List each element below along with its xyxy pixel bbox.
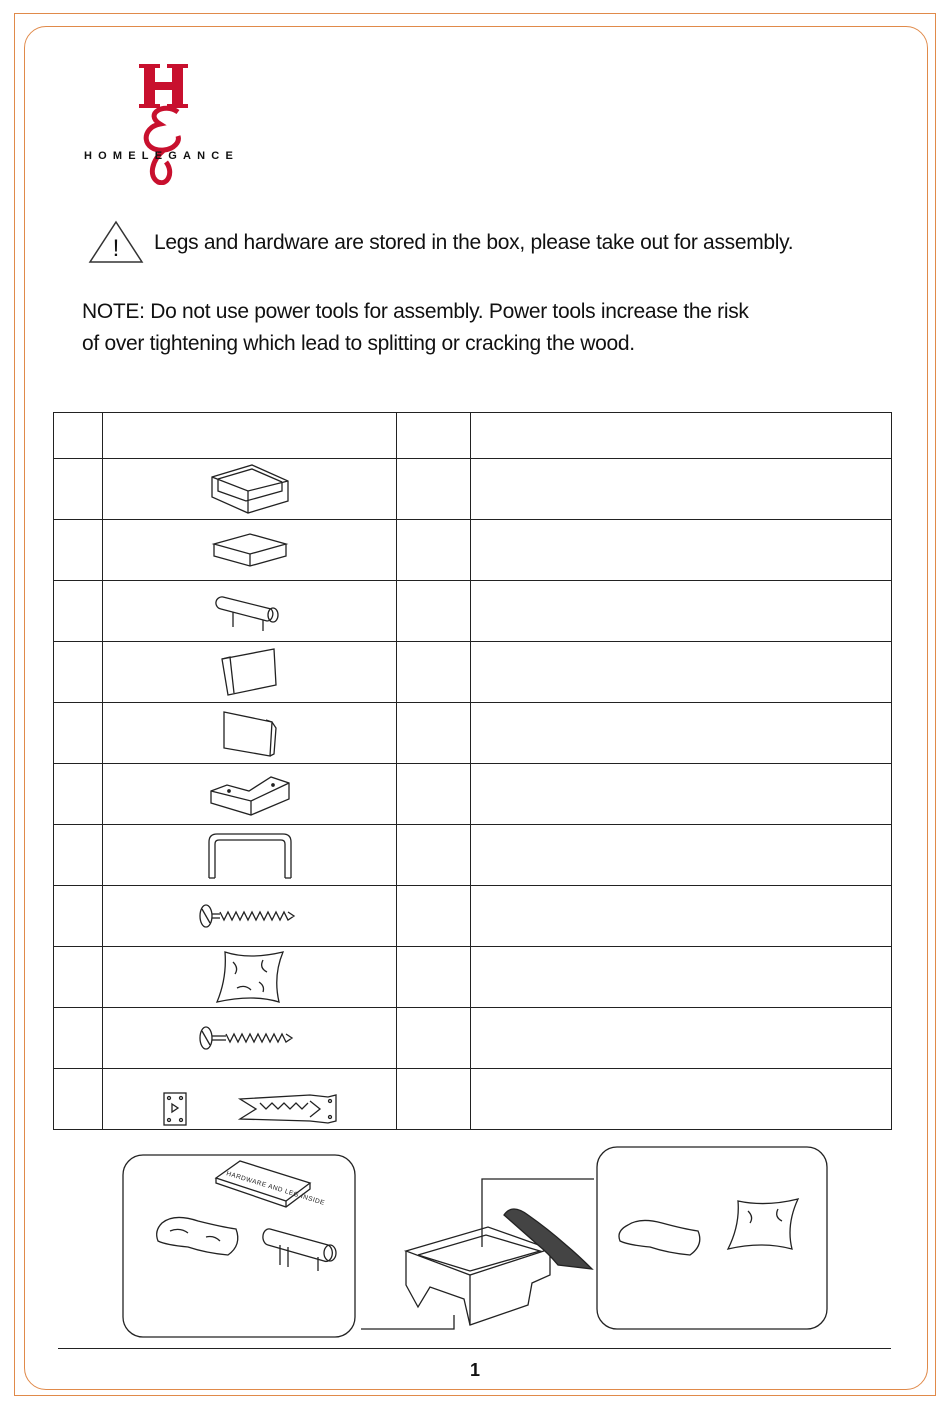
part-image-cell (103, 1069, 397, 1130)
header-cell (54, 413, 103, 459)
metal-leg-icon (205, 830, 295, 880)
corner-bracket-icon (207, 771, 293, 817)
table-row (54, 459, 892, 520)
hardware-callout-box (123, 1155, 355, 1337)
warning-text: Legs and hardware are stored in the box, please take out for assembly. (154, 231, 794, 254)
part-qty-cell (397, 459, 471, 520)
short-screw-icon (198, 1023, 302, 1053)
part-image-cell (103, 886, 397, 947)
connector-bracket-icon (160, 1091, 340, 1127)
bolster-icon (263, 1229, 336, 1271)
part-qty-cell (397, 581, 471, 642)
cushion-bag-icon (619, 1220, 700, 1255)
page-number: 1 (469, 1360, 480, 1380)
part-label-cell (54, 886, 103, 947)
table-row (54, 703, 892, 764)
seat-frame-icon (208, 461, 292, 517)
part-label-cell (54, 825, 103, 886)
part-qty-cell (397, 825, 471, 886)
table-row (54, 1069, 892, 1130)
part-qty-cell (397, 1069, 471, 1130)
part-image-cell (103, 947, 397, 1008)
parts-table (53, 412, 892, 1130)
throw-pillow-icon (728, 1199, 798, 1249)
back-cushion-right-icon (218, 706, 282, 760)
part-description-cell (471, 1069, 892, 1130)
cushions-callout-box (597, 1147, 827, 1329)
warning-triangle-icon (88, 220, 144, 264)
part-label-cell (54, 459, 103, 520)
part-description-cell (471, 947, 892, 1008)
table-row (54, 764, 892, 825)
brand-logo (80, 56, 255, 186)
part-qty-cell (397, 947, 471, 1008)
part-image-cell (103, 581, 397, 642)
assembly-note (82, 296, 862, 360)
part-image-cell (103, 520, 397, 581)
table-row (54, 1008, 892, 1069)
part-label-cell (54, 764, 103, 825)
table-row (54, 520, 892, 581)
table-row (54, 947, 892, 1008)
seat-frame-with-fabric-icon (406, 1179, 594, 1325)
part-qty-cell (397, 886, 471, 947)
cushion-bag-icon (157, 1217, 238, 1255)
note-line: NOTE: Do not use power tools for assembly. Power tools increase the risk (82, 300, 749, 323)
part-description-cell (471, 1008, 892, 1069)
part-label-cell (54, 642, 103, 703)
seat-cushion-icon (210, 530, 290, 570)
part-label-cell (54, 1069, 103, 1130)
hardware-box-icon (216, 1161, 326, 1207)
part-qty-cell (397, 642, 471, 703)
part-qty-cell (397, 764, 471, 825)
warning-notice (88, 220, 888, 264)
hardware-box-label: HARDWARE AND LEG INSIDE (225, 1170, 326, 1207)
part-image-cell (103, 459, 397, 520)
back-cushion-left-icon (218, 645, 282, 699)
part-description-cell (471, 581, 892, 642)
part-description-cell (471, 520, 892, 581)
part-image-cell (103, 703, 397, 764)
note-line: of over tightening which lead to splitting or cracking the wood. (82, 332, 635, 355)
part-description-cell (471, 825, 892, 886)
part-description-cell (471, 642, 892, 703)
part-description-cell (471, 703, 892, 764)
header-cell (471, 413, 892, 459)
header-cell (397, 413, 471, 459)
brand-name: HOMELEGANCE (84, 150, 239, 162)
part-image-cell (103, 642, 397, 703)
table-row (54, 642, 892, 703)
part-qty-cell (397, 1008, 471, 1069)
part-description-cell (471, 886, 892, 947)
svg-text:!: ! (112, 235, 120, 262)
long-screw-icon (198, 901, 302, 931)
table-header-row (54, 413, 892, 459)
part-image-cell (103, 1008, 397, 1069)
table-row (54, 825, 892, 886)
unpacking-illustration (118, 1145, 834, 1341)
part-image-cell (103, 825, 397, 886)
throw-pillow-icon (213, 948, 287, 1006)
footer-divider (58, 1348, 891, 1349)
part-description-cell (471, 764, 892, 825)
part-qty-cell (397, 520, 471, 581)
part-description-cell (471, 459, 892, 520)
part-qty-cell (397, 703, 471, 764)
part-label-cell (54, 947, 103, 1008)
table-row (54, 886, 892, 947)
part-label-cell (54, 1008, 103, 1069)
part-label-cell (54, 581, 103, 642)
bolster-pillow-icon (215, 589, 285, 633)
part-image-cell (103, 764, 397, 825)
part-label-cell (54, 520, 103, 581)
table-row (54, 581, 892, 642)
brand-logo-mark-icon (134, 60, 204, 185)
part-label-cell (54, 703, 103, 764)
header-cell (103, 413, 397, 459)
